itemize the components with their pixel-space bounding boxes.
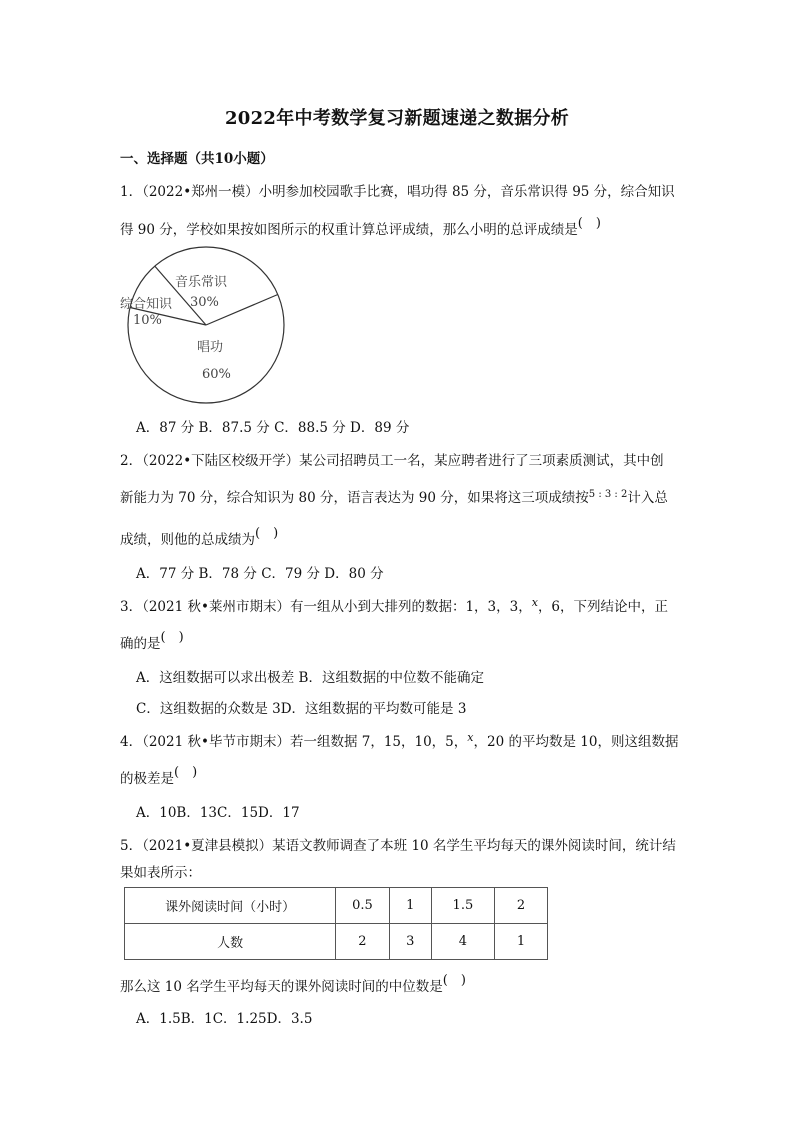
section-heading: 一、选择题（共10小题） (120, 151, 274, 167)
q3-line1a: 3．（2021 秋•莱州市期末）有一组从小到大排列的数据：1，3，3， (120, 599, 532, 615)
q3-line1 (120, 595, 668, 615)
q4-line2-text: 的极差是 (120, 771, 174, 787)
answer-bracket: ( ) (174, 765, 198, 780)
q2-line3-text: 成绩，则他的总成绩为 (120, 532, 255, 548)
reading-time-table (124, 887, 548, 960)
slice-label-knowledge: 综合知识 (120, 297, 173, 312)
q2-line2a: 新能力为 70 分，综合知识为 80 分，语言表达为 90 分，如果将这三项成绩按 (120, 490, 589, 506)
q4-line1 (120, 730, 678, 750)
q1-line2-text: 得 90 分，学校如果按如图所示的权重计算总评成绩，那么小明的总评成绩是 (120, 222, 578, 238)
q4-line1b: ，20 的平均数是 10，则这组数据 (473, 734, 679, 750)
q2-line2b: 计入总 (627, 490, 668, 506)
q5-line1: 5．（2021•夏津县模拟）某语文教师调查了本班 10 名学生平均每天的课外阅读时间，统计结 (120, 838, 676, 854)
q3-options-cd: C．这组数据的众数是 3D．这组数据的平均数可能是 3 (136, 701, 467, 717)
table-cell: 1 (389, 888, 431, 924)
table-cell: 2 (494, 888, 547, 924)
page-title: 2022年中考数学复习新题速递之数据分析 (224, 108, 570, 129)
slice-label-music: 音乐常识 (175, 275, 228, 290)
table-cell: 人数 (125, 924, 336, 960)
answer-bracket: ( ) (442, 973, 466, 988)
table-cell: 3 (389, 924, 431, 960)
q3-options-ab: A．这组数据可以求出极差 B．这组数据的中位数不能确定 (136, 670, 484, 686)
slice-value-music: 30% (190, 295, 219, 310)
table-cell: 课外阅读时间（小时） (125, 888, 336, 924)
slice-label-singing: 唱功 (197, 340, 224, 355)
table-cell: 0.5 (336, 888, 389, 924)
q1-line1: 1．（2022•郑州一模）小明参加校园歌手比赛，唱功得 85 分，音乐常识得 95 分，综合知识 (120, 184, 675, 200)
pie-chart (120, 244, 292, 416)
q5-line2: 果如表所示： (120, 865, 201, 881)
table-cell: 4 (431, 924, 494, 960)
q1-line2 (120, 218, 601, 238)
q3-line2 (120, 632, 184, 652)
q2-ratio: 5 : 3 : 2 (588, 489, 628, 500)
q2-options: A．77 分 B．78 分 C．79 分 D．80 分 (136, 566, 384, 582)
table-cell: 1 (494, 924, 547, 960)
answer-bracket: ( ) (577, 216, 601, 231)
q3-line1b: ，6，下列结论中，正 (537, 599, 669, 615)
table-cell: 2 (336, 924, 389, 960)
q4-line2 (120, 767, 197, 787)
table-row (125, 924, 548, 960)
q2-line3 (120, 528, 278, 548)
q3-line2-text: 确的是 (120, 636, 161, 652)
q5-question-text: 那么这 10 名学生平均每天的课外阅读时间的中位数是 (120, 979, 443, 995)
answer-bracket: ( ) (255, 526, 279, 541)
q1-options: A．87 分 B．87.5 分 C．88.5 分 D．89 分 (136, 420, 410, 436)
q4-line1a: 4．（2021 秋•毕节市期末）若一组数据 7，15，10，5， (120, 734, 468, 750)
slice-value-singing: 60% (202, 367, 231, 382)
q5-question (120, 975, 466, 995)
slice-value-knowledge: 10% (133, 313, 162, 328)
answer-bracket: ( ) (160, 630, 184, 645)
q4-options: A．10B．13C．15D．17 (136, 805, 300, 821)
q2-line2 (120, 486, 668, 506)
table-cell: 1.5 (431, 888, 494, 924)
q3-var: x (531, 596, 538, 609)
q2-line1: 2．（2022•下陆区校级开学）某公司招聘员工一名，某应聘者进行了三项素质测试，其中创 (120, 453, 664, 469)
table-row (125, 888, 548, 924)
q4-var: x (467, 731, 474, 744)
q5-options: A．1.5B．1C．1.25D．3.5 (136, 1011, 313, 1027)
